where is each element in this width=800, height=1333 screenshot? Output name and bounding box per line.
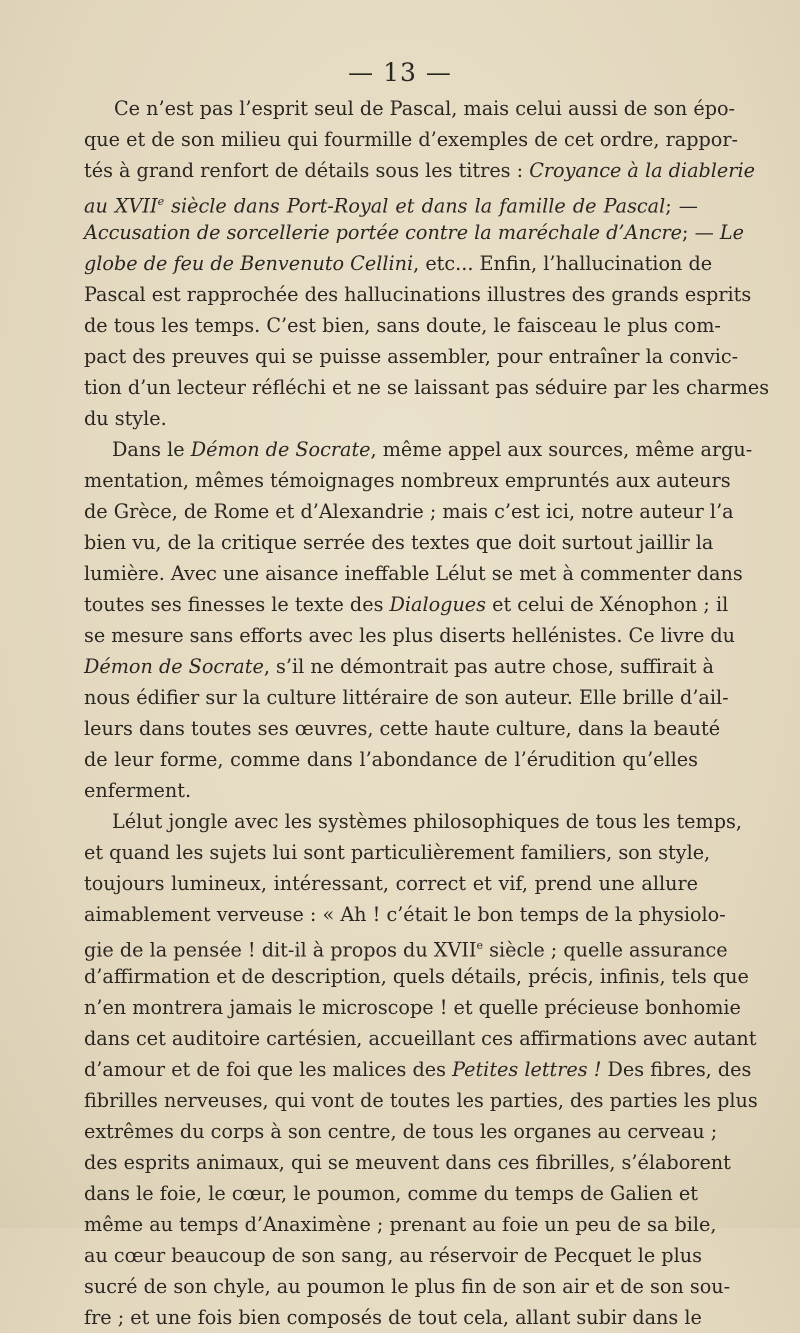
text-line (84, 1054, 752, 1085)
text-run: mentation, mêmes témoignages nombreux empruntés aux auteurs (84, 469, 731, 492)
text-run: aimablement verveuse : « Ah ! c’était le bon temps de la physiolo- (84, 903, 726, 926)
text-line (84, 1085, 758, 1116)
text-run: Lélut jongle avec les systèmes philosophiques de tous les temps, (112, 810, 742, 833)
text-run: Ce n’est pas l’esprit seul de Pascal, mais celui aussi de son épo- (114, 97, 736, 120)
paragraph (84, 93, 770, 434)
text-line (84, 434, 753, 465)
text-run: e (476, 939, 483, 952)
paragraph (84, 434, 753, 806)
page-number: — 13 — (348, 58, 452, 87)
text-line (84, 620, 736, 651)
text-run: de Grèce, de Rome et d’Alexandrie ; mais c’est ici, notre auteur l’a (84, 500, 734, 523)
text-line (84, 961, 749, 992)
text-line (84, 868, 698, 899)
text-line (84, 1209, 717, 1240)
italic-text: Dialogues (389, 593, 487, 616)
text-line (84, 651, 714, 682)
text-line (84, 713, 721, 744)
text-line (84, 1302, 702, 1333)
text-run: fre ; et une fois bien composés de tout cela, allant subir dans le (84, 1306, 702, 1329)
text-line (84, 155, 755, 186)
text-line (84, 682, 729, 713)
text-run: lumière. Avec une aisance ineffable Lélut se met à commenter dans (84, 562, 743, 585)
italic-text: Petites lettres ! (452, 1058, 602, 1081)
text-run: au cœur beaucoup de son sang, au réservoir de Pecquet le plus (84, 1244, 702, 1267)
text-run: dans le foie, le cœur, le poumon, comme du temps de Galien et (84, 1182, 698, 1205)
text-run: gie de la pensée ! dit-il à propos du XVII (84, 938, 477, 962)
text-run: des esprits animaux, qui se meuvent dans ces fibrilles, s’élaborent (84, 1151, 731, 1174)
text-line (84, 1023, 757, 1054)
text-run: , etc... Enfin, l’hallucination de (413, 252, 713, 275)
text-run: tion d’un lecteur réfléchi et ne se laissant pas séduire par les charmes (84, 376, 770, 399)
text-line (84, 899, 726, 930)
text-run: tés à grand renfort de détails sous les titres : (84, 159, 530, 182)
text-line (84, 1271, 731, 1302)
italic-text: e (157, 195, 165, 208)
text-run: dans cet auditoire cartésien, accueillant ces affirmations avec autant (84, 1027, 757, 1050)
italic-text: globe de feu de Benvenuto Cellini (84, 252, 414, 275)
body-text (84, 93, 770, 1333)
text-line (84, 496, 734, 527)
text-line (84, 372, 770, 403)
text-line (84, 217, 744, 248)
text-run: ; — (682, 221, 720, 244)
text-line (84, 1116, 718, 1147)
text-run: n’en montrera jamais le microscope ! et quelle précieuse bonhomie (84, 996, 741, 1019)
text-run: que et de son milieu qui fourmille d’exemples de cet ordre, rappor- (84, 128, 738, 151)
text-line (84, 837, 711, 868)
italic-text: siècle dans Port-Royal et dans la famille de Pascal (164, 194, 666, 218)
text-run: ; — (665, 194, 698, 218)
text-line (84, 930, 728, 962)
text-line (84, 310, 721, 341)
text-run: d’affirmation et de description, quels détails, précis, infinis, tels que (84, 965, 749, 988)
text-run: nous édifier sur la culture littéraire de son auteur. Elle brille d’ail- (84, 686, 729, 709)
text-line (84, 279, 752, 310)
text-run: , s’il ne démontrait pas autre chose, suffirait à (263, 655, 714, 678)
text-run: du style. (84, 407, 167, 430)
text-run: siècle ; quelle assurance (483, 938, 728, 962)
text-line (84, 248, 713, 279)
text-line (84, 589, 729, 620)
text-line (84, 186, 698, 217)
text-run: Pascal est rapprochée des hallucinations illustres des grands esprits (84, 283, 752, 306)
text-line (84, 465, 731, 496)
text-run: même au temps d’Anaximène ; prenant au foie un peu de sa bile, (84, 1213, 717, 1236)
paragraph (84, 806, 758, 1333)
text-line (84, 558, 743, 589)
italic-text: Démon de Socrate (190, 438, 371, 461)
text-line (84, 527, 714, 558)
text-run: se mesure sans efforts avec les plus diserts hellénistes. Ce livre du (84, 624, 736, 647)
text-line (84, 744, 698, 775)
text-run: toujours lumineux, intéressant, correct et vif, prend une allure (84, 872, 698, 895)
text-line (84, 1240, 702, 1271)
text-run: de leur forme, comme dans l’abondance de l’érudition qu’elles (84, 748, 698, 771)
italic-text: Démon de Socrate (84, 655, 264, 678)
text-run: d’amour et de foi que les malices des (84, 1058, 453, 1081)
text-run: Dans le (112, 438, 191, 461)
text-run: Des fibres, des (601, 1058, 752, 1081)
text-line (84, 124, 738, 155)
text-run: de tous les temps. C’est bien, sans doute, le faisceau le plus com- (84, 314, 721, 337)
italic-text: Accusation de sorcellerie portée contre la maréchale d’Ancre (84, 221, 683, 244)
text-run: sucré de son chyle, au poumon le plus fin de son air et de son sou- (84, 1275, 731, 1298)
text-run: enferment. (84, 779, 192, 802)
text-run: pact des preuves qui se puisse assembler, pour entraîner la convic- (84, 345, 739, 368)
text-line (84, 341, 739, 372)
text-run: leurs dans toutes ses œuvres, cette haute culture, dans la beauté (84, 717, 721, 740)
text-line (84, 403, 698, 434)
italic-text: Croyance à la diablerie (529, 159, 755, 182)
text-line (84, 93, 736, 124)
text-run: , même appel aux sources, même argu- (370, 438, 753, 461)
text-run: toutes ses finesses le texte des (84, 593, 390, 616)
text-run: extrêmes du corps à son centre, de tous les organes au cerveau ; (84, 1120, 718, 1143)
text-line (84, 1178, 698, 1209)
text-line (84, 992, 741, 1023)
text-run: et quand les sujets lui sont particulièrement familiers, son style, (84, 841, 711, 864)
italic-text: Le (719, 221, 744, 244)
text-line (84, 775, 698, 806)
italic-text: au XVII (84, 194, 158, 218)
text-run: fibrilles nerveuses, qui vont de toutes les parties, des parties les plus (84, 1089, 758, 1112)
text-run: et celui de Xénophon ; il (486, 593, 729, 616)
text-line (84, 806, 742, 837)
text-line (84, 1147, 731, 1178)
text-run: bien vu, de la critique serrée des textes que doit surtout jaillir la (84, 531, 714, 554)
